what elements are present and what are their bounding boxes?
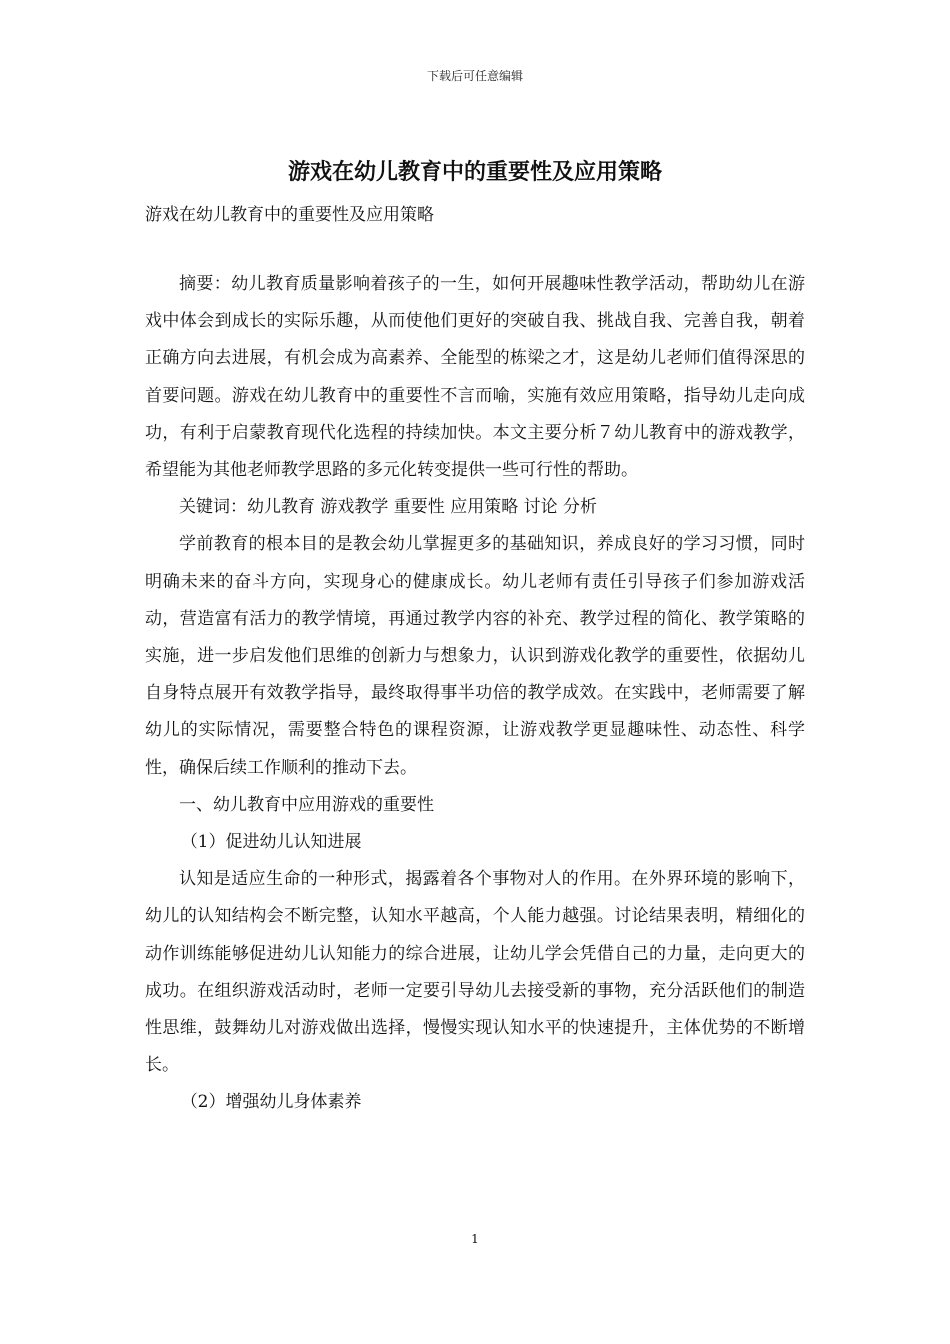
subsection-paragraph: 认知是适应生命的一种形式，揭露着各个事物对人的作用。在外界环境的影响下，幼儿的认知结构会不断完整，认知水平越高，个人能力越强。讨论结果表明，精细化的动作训练能够促进幼儿认知能力的综合进展，让幼儿学会凭借自己的力量，走向更大的成功。在组织游戏活动时，老师一定要引导幼儿去接受新的事物，充分活跃他们的制造性思维，鼓舞幼儿对游戏做出选择，慢慢实现认知水平的快速提升，主体优势的不断增长。 <box>145 869 805 1076</box>
subsection-heading: （1）促进幼儿认知进展 <box>180 832 362 853</box>
section-heading: 一、幼儿教育中应用游戏的重要性 <box>179 794 434 815</box>
document-subtitle: 游戏在幼儿教育中的重要性及应用策略 <box>145 205 434 225</box>
page-number: 1 <box>471 1232 479 1246</box>
subsection-heading: （2）增强幼儿身体素养 <box>180 1092 362 1113</box>
header-note: 下载后可任意编辑 <box>426 69 523 83</box>
abstract-paragraph: 摘要：幼儿教育质量影响着孩子的一生，如何开展趣味性教学活动，帮助幼儿在游戏中体会到成长的实际乐趣，从而使他们更好的突破自我、挑战自我、完善自我，朝着正确方向去进展，有机会成为高素养、全能型的栋梁之才，这是幼儿老师们值得深思的首要问题。游戏在幼儿教育中的重要性不言而喻，实施有效应用策略，指导幼儿走向成功，有利于启蒙教育现代化选程的持续加快。本文主要分析７幼儿教育中的游戏教学，希望能为其他老师教学思路的多元化转变提供一些可行性的帮助。 <box>145 274 805 481</box>
document-title: 游戏在幼儿教育中的重要性及应用策略 <box>287 160 662 185</box>
intro-paragraph: 学前教育的根本目的是教会幼儿掌握更多的基础知识，养成良好的学习习惯，同时明确未来的奋斗方向，实现身心的健康成长。幼儿老师有责任引导孩子们参加游戏活动，营造富有活力的教学情境，再通过教学内容的补充、教学过程的简化、教学策略的实施，进一步启发他们思维的创新力与想象力，认识到游戏化教学的重要性，依据幼儿自身特点展开有效教学指导，最终取得事半功倍的教学成效。在实践中，老师需要了解幼儿的实际情况，需要整合特色的课程资源，让游戏教学更显趣味性、动态性、科学性，确保后续工作顺利的推动下去。 <box>145 534 805 778</box>
document-body <box>145 266 805 1122</box>
keywords-paragraph: 关键词：幼儿教育 游戏教学 重要性 应用策略 讨论 分析 <box>179 497 598 518</box>
